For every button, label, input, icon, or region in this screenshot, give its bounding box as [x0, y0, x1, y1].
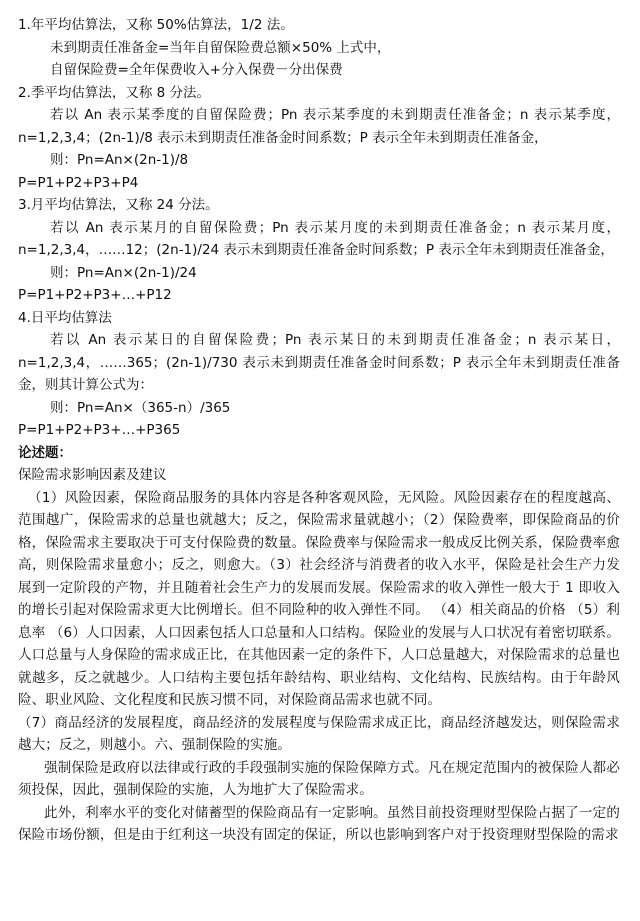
essay-paragraph-1: （1）风险因素，保险商品服务的具体内容是各种客观风险，无风险。风险因素存在的程度越高、范围越广，保险需求的总量也就越大；反之，保险需求量就越小；（2）保险费率，即保险商品的价格，保险需求主要取决于可支付保险费的数量。保险费率与保险需求一般成反比例关系，保险费率愈高，则保险需求量愈小；反之，则愈大。（3）社会经济与消费者的收入水平，保险是社会生产力发展到一定阶段的产物，并且随着社会生产力的发展而发展。保险需求的收入弹性一般大于 1 即收入的增长引起对保险需求更大比例增长。但不同险种的收入弹性不同。 （4）相关商品的价格 （5）利息率 （6）人口因素，人口因素包括人口总量和人口结构。保险业的发展与人口状况有着密切联系。人口总量与人身保险的需求成正比，在其他因素一定的条件下，人口总量越大，对保险需求的总量也就越多，反之就越少。人口结构主要包括年龄结构、职业结构、文化结构、民族结构。由于年龄风险、职业风险、文化程度和民族习惯不同，对保险商品需求也就不同。: [18, 489, 620, 708]
section-1-heading: 1.年平均估算法，又称 50%估算法，1/2 法。: [18, 17, 294, 33]
section-3-formula-1: 则：Pn=An×(2n-1)/24: [50, 264, 197, 281]
section-2-formula-1: 则：Pn=An×(2n-1)/8: [50, 152, 189, 168]
section-4-formula-2: P=P1+P2+P3+…+P365: [18, 422, 181, 438]
section-2-formula-2: P=P1+P2+P3+P4: [18, 174, 139, 191]
essay-paragraph-3: 强制保险是政府以法律或行政的手段强制实施的保险保障方式。凡在规定范围内的被保险人都必须投保，因此，强制保险的实施，人为地扩大了保险需求。: [18, 759, 620, 798]
section-4-paragraph: 若以 An 表示某日的自留保险费；Pn 表示某日的未到期责任准备金；n 表示某日，n=1,2,3,4，……365；(2n-1)/730 表示未到期责任准备金时间系数；P 表示全年未到期责任准备金，则其计算公式为：: [18, 332, 620, 393]
section-3-paragraph: 若以 An 表示某月的自留保险费；Pn 表示某月度的未到期责任准备金；n 表示某月度，n=1,2,3,4，……12；(2n-1)/24 表示未到期责任准备金时间系数；P 表示全年未到期责任准备金，: [18, 219, 620, 258]
section-4-heading: 4.日平均估算法: [18, 309, 112, 326]
section-3-heading: 3.月平均估算法，又称 24 分法。: [18, 197, 219, 213]
section-3-formula-2: P=P1+P2+P3+…+P12: [18, 287, 172, 303]
essay-heading: 论述题：: [18, 444, 72, 461]
section-2-paragraph: 若以 An 表示某季度的自留保险费；Pn 表示某季度的未到期责任准备金；n 表示某季度，n=1,2,3,4；(2n-1)/8 表示未到期责任准备金时间系数；P 表示全年未到期责任准备金，: [18, 107, 620, 146]
section-2-heading: 2.季平均估算法，又称 8 分法。: [18, 84, 211, 101]
section-4-formula-1: 则：Pn=An×（365-n）/365: [50, 399, 231, 416]
essay-title: 保险需求影响因素及建议: [18, 467, 167, 483]
essay-paragraph-4: 此外，利率水平的变化对储蓄型的保险商品有一定影响。虽然目前投资理财型保险占据了一定的保险市场份额，但是由于红利这一块没有固定的保证，所以也影响到客户对于投资理财型保险的需求: [18, 804, 620, 843]
section-1-formula-line: 未到期责任准备金=当年自留保险费总额×50% 上式中，: [50, 39, 391, 56]
section-1-definition-line: 自留保险费=全年保费收入+分入保费－分出保费: [50, 62, 343, 78]
essay-paragraph-2: （7）商品经济的发展程度，商品经济的发展程度与保险需求成正比，商品经济越发达，则保险需求越大；反之，则越小。六、强制保险的实施。: [18, 714, 620, 753]
